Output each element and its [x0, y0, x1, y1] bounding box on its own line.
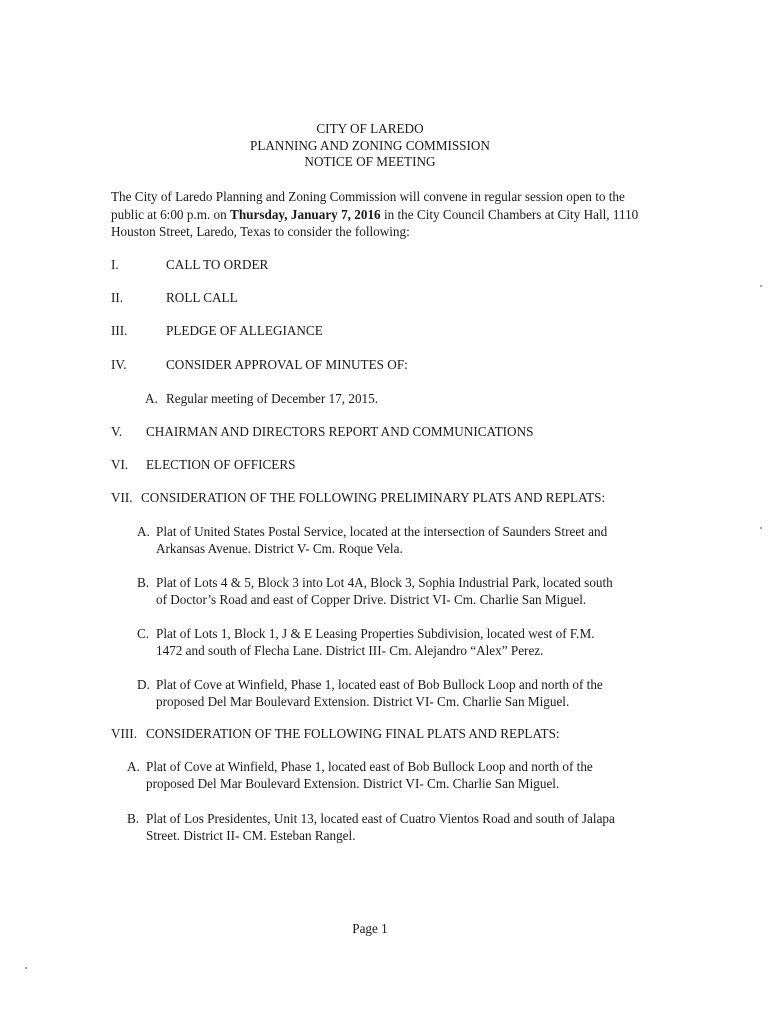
intro-paragraph: [111, 188, 641, 241]
item-viii-number: VIII.: [111, 726, 137, 741]
item-ii-label: ROLL CALL: [166, 290, 238, 305]
item-viii-label: CONSIDERATION OF THE FOLLOWING FINAL PLATS AND REPLATS:: [146, 726, 560, 741]
item-viii-a-line2: proposed Del Mar Boulevard Extension. District VI- Cm. Charlie San Miguel.: [146, 776, 560, 791]
item-viii-a-line1: Plat of Cove at Winfield, Phase 1, located east of Bob Bullock Loop and north of the: [146, 759, 593, 774]
notice-header: [0, 121, 740, 171]
item-vii-d-line2: proposed Del Mar Boulevard Extension. District VI- Cm. Charlie San Miguel.: [156, 694, 570, 709]
scan-speck: [25, 967, 27, 969]
item-vii-a-letter: A.: [137, 524, 150, 539]
item-vii-b-line2: of Doctor’s Road and east of Copper Drive. District VI- Cm. Charlie San Miguel.: [156, 592, 587, 607]
item-vi-number: VI.: [111, 457, 129, 472]
header-city: CITY OF LAREDO: [316, 121, 424, 136]
intro-text-1: The City of Laredo Planning and Zoning Commission will convene in regular session open to the public at 6:00 p.m. on: [111, 189, 625, 222]
item-vii-d-letter: D.: [137, 677, 150, 692]
item-viii-b-letter: B.: [127, 811, 140, 826]
intro-text-2: in the City Council Chambers at City Hall, 1110 Houston Street, Laredo, Texas to consider the following:: [111, 206, 639, 239]
item-vii-d-line1: Plat of Cove at Winfield, Phase 1, located east of Bob Bullock Loop and north of the: [156, 677, 603, 692]
item-iii-number: III.: [111, 323, 128, 338]
item-vii-c-line2: 1472 and south of Flecha Lane. District III- Cm. Alejandro “Alex” Perez.: [156, 643, 544, 658]
item-iv-number: IV.: [111, 357, 127, 372]
item-viii-a-letter: A.: [127, 759, 140, 774]
item-vii-b-line1: Plat of Lots 4 & 5, Block 3 into Lot 4A, Block 3, Sophia Industrial Park, located south: [156, 575, 613, 590]
item-v-number: V.: [111, 424, 123, 439]
meeting-date: Thursday, January 7, 2016: [230, 206, 381, 222]
item-vii-a-line1: Plat of United States Postal Service, located at the intersection of Saunders Street and: [156, 524, 608, 539]
item-ii-number: II.: [111, 290, 124, 305]
page-number: Page 1: [352, 921, 388, 936]
item-iv-a-text: Regular meeting of December 17, 2015.: [166, 391, 379, 406]
item-i-number: I.: [111, 257, 119, 272]
item-viii-b-line1: Plat of Los Presidentes, Unit 13, located east of Cuatro Vientos Road and south of Jalapa: [146, 811, 615, 826]
header-notice: NOTICE OF MEETING: [304, 154, 436, 169]
item-v-label: CHAIRMAN AND DIRECTORS REPORT AND COMMUNICATIONS: [146, 424, 534, 439]
header-commission: PLANNING AND ZONING COMMISSION: [250, 137, 490, 153]
item-iii-label: PLEDGE OF ALLEGIANCE: [166, 323, 323, 338]
item-iv-a-letter: A.: [145, 391, 158, 406]
item-vii-c-line1: Plat of Lots 1, Block 1, J & E Leasing Properties Subdivision, located west of F.M.: [156, 626, 595, 641]
item-vii-c-letter: C.: [137, 626, 150, 641]
item-iv-label: CONSIDER APPROVAL OF MINUTES OF:: [166, 357, 408, 372]
scan-speck: [760, 285, 762, 287]
item-vii-b-letter: B.: [137, 575, 150, 590]
item-vi-label: ELECTION OF OFFICERS: [146, 457, 296, 472]
scan-speck: [760, 527, 762, 529]
item-viii-b-line2: Street. District II- CM. Esteban Rangel.: [146, 828, 356, 843]
item-vii-number: VII.: [111, 490, 133, 505]
item-vii-label: CONSIDERATION OF THE FOLLOWING PRELIMINARY PLATS AND REPLATS:: [141, 490, 606, 505]
item-vii-a-line2: Arkansas Avenue. District V- Cm. Roque Vela.: [156, 541, 403, 556]
item-i-label: CALL TO ORDER: [166, 257, 269, 272]
